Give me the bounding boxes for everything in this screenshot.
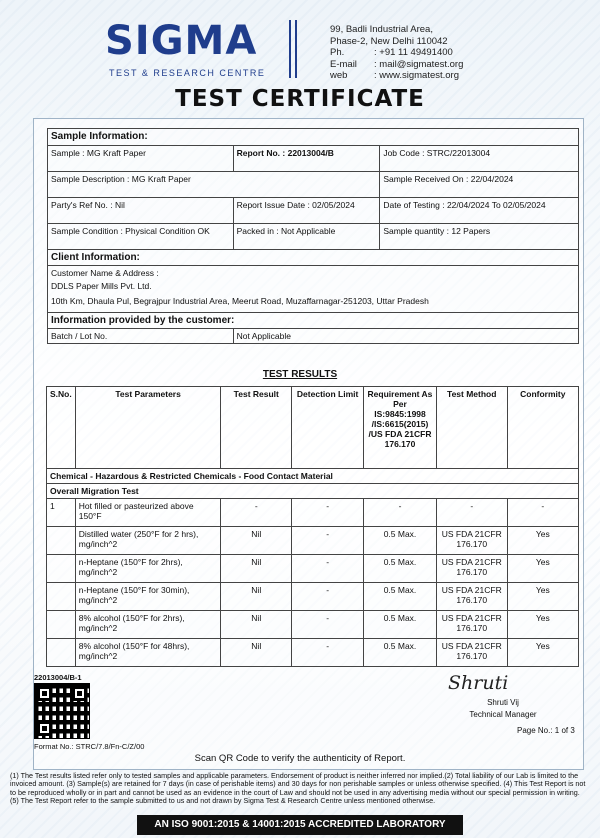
row-parameter: Hot filled or pasteurized above 150°F — [75, 499, 221, 527]
qr-finder — [72, 686, 87, 701]
row-method: - — [436, 499, 507, 527]
row-detection-limit: - — [292, 639, 364, 667]
row-requirement: 0.5 Max. — [364, 583, 437, 611]
row-result: Nil — [221, 583, 292, 611]
col-sno: S.No. — [47, 387, 76, 469]
col-requirement: Requirement As Per IS:9845:1998 /IS:6615(2015) /US FDA 21CFR 176.170 — [364, 387, 437, 469]
row-result: Nil — [221, 639, 292, 667]
web-label: web — [330, 70, 348, 81]
row-detection-limit: - — [292, 583, 364, 611]
row-sno — [47, 583, 76, 611]
result-row — [47, 639, 579, 667]
row-result: - — [221, 499, 292, 527]
category-row: Chemical - Hazardous & Restricted Chemicals - Food Contact Material — [47, 469, 579, 484]
row-detection-limit: - — [292, 555, 364, 583]
row-method: US FDA 21CFR 176.170 — [436, 555, 507, 583]
customer-label: Customer Name & Address : — [51, 268, 159, 278]
qr-finder — [37, 686, 52, 701]
test-results-title: TEST RESULTS — [262, 369, 338, 380]
row-method: US FDA 21CFR 176.170 — [436, 583, 507, 611]
col-test-method: Test Method — [436, 387, 507, 469]
sample-name: Sample : MG Kraft Paper — [48, 146, 234, 172]
report-number: Report No. : 22013004/B — [233, 146, 380, 172]
row-conformity: Yes — [507, 527, 578, 555]
batch-lot-value: Not Applicable — [233, 329, 578, 344]
row-detection-limit: - — [292, 499, 364, 527]
row-conformity: Yes — [507, 611, 578, 639]
logo-text: SIGMA — [105, 18, 258, 64]
row-parameter: Distilled water (250°F for 2 hrs), mg/inch^2 — [75, 527, 221, 555]
party-ref-no: Party's Ref No. : Nil — [48, 198, 234, 224]
col-conformity: Conformity — [507, 387, 578, 469]
row-conformity: Yes — [507, 639, 578, 667]
client-details — [48, 266, 579, 313]
customer-provided-heading: Information provided by the customer: — [48, 313, 579, 329]
address-line-1: 99, Badli Industrial Area, — [330, 24, 433, 35]
accreditation-banner: AN ISO 9001:2015 & 14001:2015 ACCREDITED LABORATORY — [137, 815, 463, 835]
row-detection-limit: - — [292, 527, 364, 555]
client-info-heading: Client Information: — [48, 250, 579, 266]
email-value[interactable]: : mail@sigmatest.org — [374, 58, 464, 70]
test-results-table — [46, 386, 579, 667]
sample-description: Sample Description : MG Kraft Paper — [48, 172, 380, 198]
row-requirement: 0.5 Max. — [364, 611, 437, 639]
signature: Shruti — [448, 672, 509, 694]
row-parameter: n-Heptane (150°F for 30min), mg/inch^2 — [75, 583, 221, 611]
report-issue-date: Report Issue Date : 02/05/2024 — [233, 198, 380, 224]
result-row — [47, 499, 579, 527]
row-sno — [47, 527, 76, 555]
row-sno — [47, 639, 76, 667]
row-sno: 1 — [47, 499, 76, 527]
sample-received-on: Sample Received On : 22/04/2024 — [380, 172, 579, 198]
sample-quantity: Sample quantity : 12 Papers — [380, 224, 579, 250]
contact-block — [330, 24, 463, 82]
row-conformity: - — [507, 499, 578, 527]
scan-instruction: Scan QR Code to verify the authenticity of Report. — [194, 753, 406, 764]
col-detection-limit: Detection Limit — [292, 387, 364, 469]
customer-address: 10th Km, Dhaula Pul, Begrajpur Industrial Area, Meerut Road, Muzaffarnagar-251203, Uttar Pradesh — [51, 296, 429, 306]
col-test-result: Test Result — [221, 387, 292, 469]
email-label: E-mail — [330, 58, 357, 70]
row-method: US FDA 21CFR 176.170 — [436, 611, 507, 639]
sample-condition: Sample Condition : Physical Condition OK — [48, 224, 234, 250]
row-method: US FDA 21CFR 176.170 — [436, 527, 507, 555]
signer-name: Shruti Vij — [487, 698, 519, 707]
batch-lot-label: Batch / Lot No. — [48, 329, 234, 344]
row-conformity: Yes — [507, 555, 578, 583]
row-result: Nil — [221, 527, 292, 555]
row-requirement: - — [364, 499, 437, 527]
result-row — [47, 527, 579, 555]
row-parameter: 8% alcohol (150°F for 2hrs), mg/inch^2 — [75, 611, 221, 639]
letterhead — [0, 14, 600, 84]
address-line-2: Phase-2, New Delhi 110042 — [330, 35, 448, 47]
phone-label: Ph. — [330, 47, 345, 58]
company-logo — [105, 18, 285, 84]
signer-title: Technical Manager — [469, 710, 537, 719]
qr-finder — [37, 721, 52, 736]
job-code: Job Code : STRC/22013004 — [380, 146, 579, 172]
page-number: Page No.: 1 of 3 — [517, 726, 575, 735]
qr-code-label: 22013004/B-1 — [34, 673, 82, 682]
row-sno — [47, 611, 76, 639]
row-parameter: 8% alcohol (150°F for 48hrs), mg/inch^2 — [75, 639, 221, 667]
phone-value: : +91 11 49491400 — [374, 47, 453, 58]
sample-info-heading: Sample Information: — [48, 129, 579, 146]
row-detection-limit: - — [292, 611, 364, 639]
result-row — [47, 611, 579, 639]
terms-fine-print: (1) The Test results listed refer only to tested samples and applicable parameters. Endorsement of product is neither inferred nor implied.(2) Total liability of our Lab is limited to the invoiced amount. (3) Sample(s) are retained for 7 days (in case of perishable items) and 30 days for non perishable samples or unless otherwise specified. (4) This Test Report is not to be reproduced wholly or in part and cannot be used as an evidence in the court of Law and should not be used in any advertising media without our special permission in writing. (5) The Test Report refer to the sample submitted to us and not drawn by Sigma Test & Research Centre unless mentioned otherwise. — [10, 771, 586, 805]
format-number: Format No.: STRC/7.8/Fn-C/Z/00 — [34, 742, 145, 751]
logo-subtitle: TEST & RESEARCH CENTRE — [109, 68, 266, 78]
web-value[interactable]: : www.sigmatest.org — [374, 70, 459, 81]
result-row — [47, 555, 579, 583]
sample-info-table — [47, 128, 579, 344]
row-parameter: n-Heptane (150°F for 2hrs), mg/inch^2 — [75, 555, 221, 583]
result-row — [47, 583, 579, 611]
row-method: US FDA 21CFR 176.170 — [436, 639, 507, 667]
row-sno — [47, 555, 76, 583]
document-title: TEST CERTIFICATE — [175, 86, 425, 112]
row-requirement: 0.5 Max. — [364, 527, 437, 555]
row-requirement: 0.5 Max. — [364, 555, 437, 583]
subcategory-row: Overall Migration Test — [47, 484, 579, 499]
row-conformity: Yes — [507, 583, 578, 611]
row-requirement: 0.5 Max. — [364, 639, 437, 667]
packed-in: Packed in : Not Applicable — [233, 224, 380, 250]
customer-name: DDLS Paper Mills Pvt. Ltd. — [51, 281, 152, 291]
row-result: Nil — [221, 611, 292, 639]
date-of-testing: Date of Testing : 22/04/2024 To 02/05/2024 — [380, 198, 579, 224]
row-result: Nil — [221, 555, 292, 583]
logo-divider — [289, 20, 305, 78]
col-test-parameters: Test Parameters — [75, 387, 221, 469]
qr-code[interactable] — [34, 683, 90, 739]
signatory — [458, 697, 548, 721]
